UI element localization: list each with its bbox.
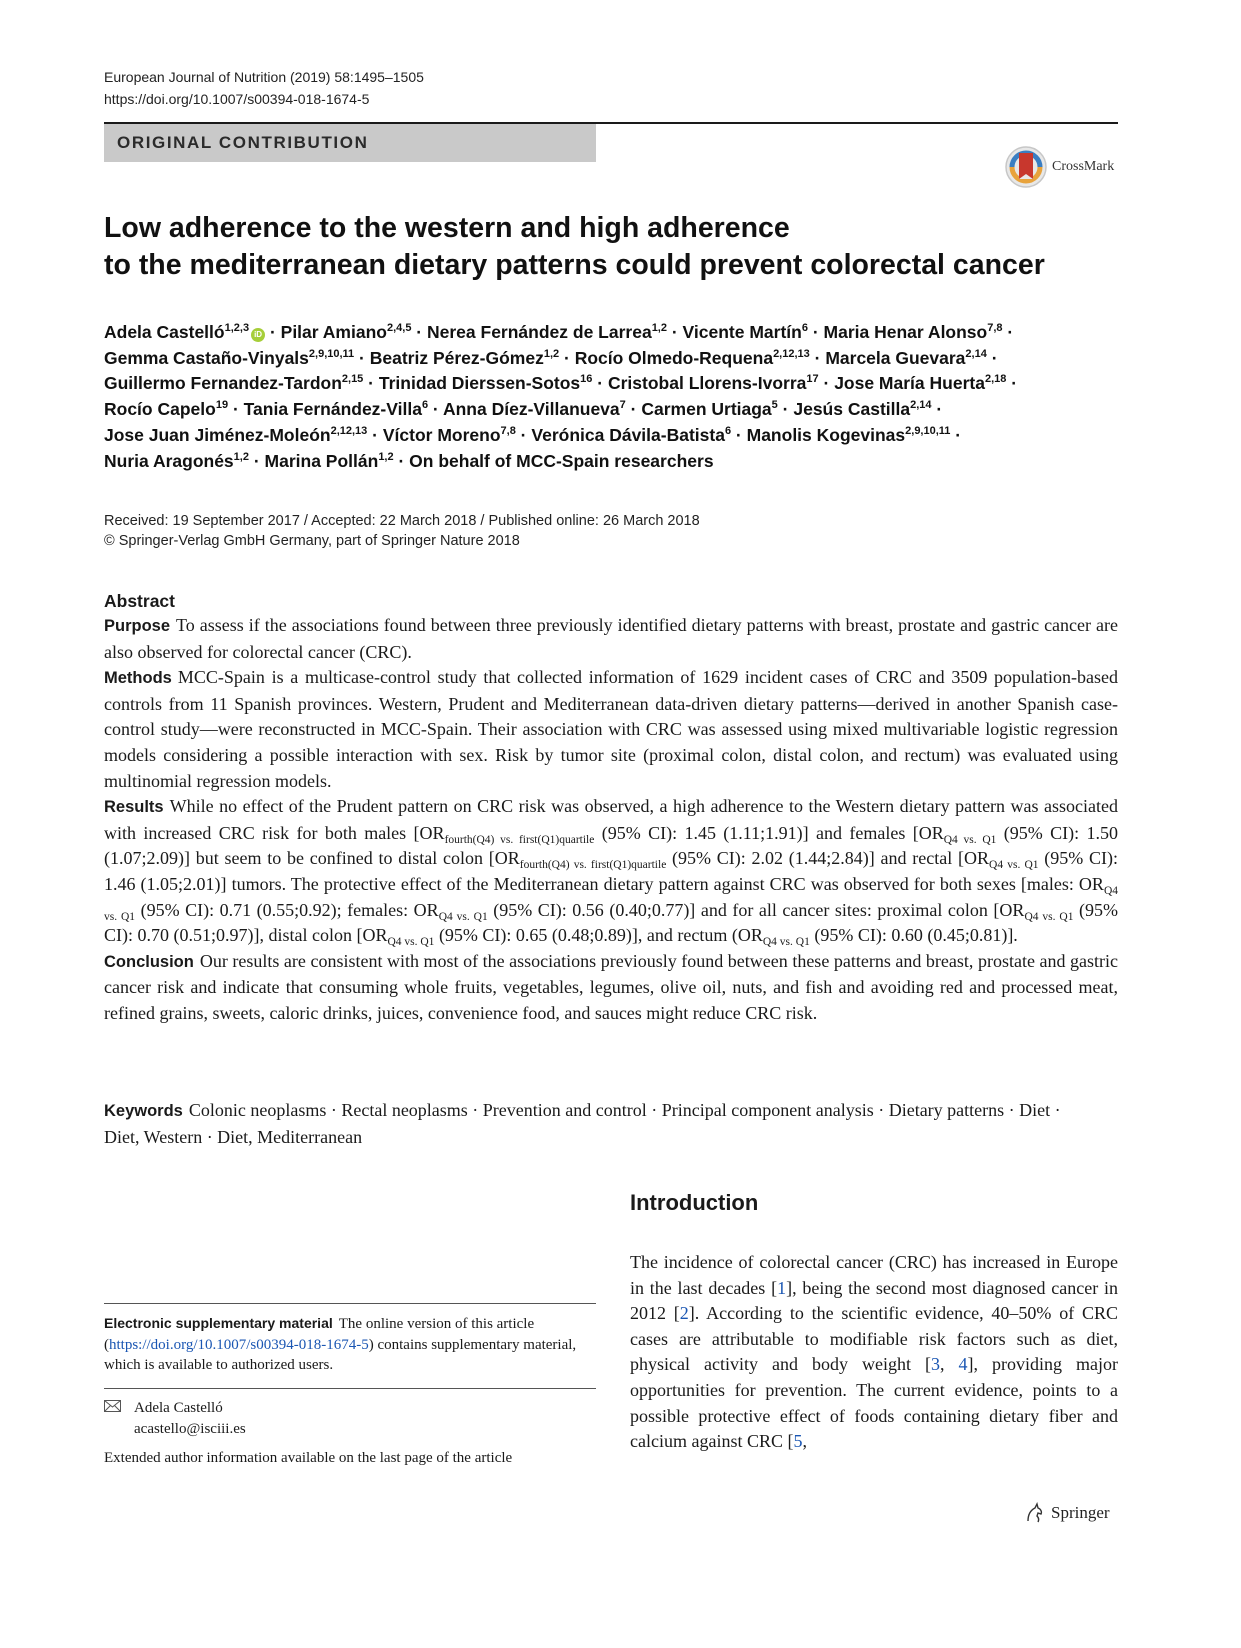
methods-text: MCC-Spain is a multicase-control study that collected information of 1629 incident cases of CRC and 3509 population-based controls from 11 Spanish provinces. Western, Prudent and Mediterranean data-driven dietary patterns—derived in another Spanish case-control study—were reconstructed in MCC-Spain. Their association with CRC was assessed using mixed multivariable logistic regression models considering a possible interaction with sex. Risk by tumor site (proximal colon, distal colon, and rectum) was evaluated using multinomial regression models.: [104, 667, 1118, 791]
springer-logo: [1024, 1502, 1110, 1524]
conclusion-label: Conclusion: [104, 952, 194, 971]
author-name: On behalf of MCC-Spain researchers: [409, 450, 714, 471]
esm-link[interactable]: https://doi.org/10.1007/s00394-018-1674-5: [109, 1336, 369, 1353]
section-label: ORIGINAL CONTRIBUTION: [117, 133, 369, 152]
results-subscript: fourth(Q4) vs. first(Q1)quartile: [519, 859, 667, 872]
envelope-icon: [104, 1398, 124, 1419]
intro-segment: ], providing major opportunities for prevention. The current evidence, points to a possible protective effect of foods containing dietary fiber and calcium against CRC [: [630, 1354, 1118, 1452]
title-line-1: Low adherence to the western and high adherence: [104, 212, 790, 244]
author-name: Verónica Dávila-Batista: [531, 424, 725, 445]
orcid-icon[interactable]: iD: [251, 328, 265, 342]
results-segment: (95% CI): 2.02 (1.44;2.84)] and rectal [OR: [666, 848, 990, 869]
author-affiliation: 1,2: [233, 450, 249, 463]
intro-segment: ,: [802, 1431, 807, 1452]
author-name: Rocío Olmedo-Requena: [574, 347, 774, 368]
crossmark-label: CrossMark: [1052, 159, 1115, 174]
esm-pre: The online version of this article (: [104, 1316, 535, 1353]
abstract-heading: Abstract: [104, 591, 175, 611]
author-affiliation: 1,2: [378, 450, 394, 463]
author-affiliation: 2,15: [341, 373, 364, 386]
author-name: Jose Juan Jiménez-Moleón: [104, 424, 331, 445]
author-name: Cristobal Llorens-Ivorra: [607, 373, 807, 394]
author-name: Jesús Castilla: [793, 399, 911, 420]
author-affiliation: 1,2,3: [224, 322, 250, 334]
introduction-heading: Introduction: [630, 1190, 759, 1215]
methods-label: Methods: [104, 669, 172, 688]
reference-link[interactable]: 2: [679, 1303, 689, 1324]
author-name: Marina Pollán: [264, 450, 379, 471]
publication-dates: [104, 511, 700, 551]
results-subscript: Q4 vs. Q1: [943, 833, 997, 846]
author-affiliation: 2,12,13: [773, 347, 810, 360]
springer-horse-icon: [1024, 1502, 1046, 1524]
author-affiliation: 1,2: [543, 347, 560, 360]
reference-link[interactable]: 4: [958, 1354, 968, 1375]
author-name: Marcela Guevara: [825, 347, 966, 368]
author-name: Vicente Martín: [682, 322, 802, 342]
author-name: Rocío Capelo: [104, 399, 216, 420]
author-affiliation: 2,4,5: [386, 322, 412, 334]
keywords-label: Keywords: [104, 1102, 183, 1120]
abstract-conclusion: [104, 949, 1118, 1027]
results-segment: (95% CI): 1.45 (1.11;1.91)] and females [OR: [594, 822, 944, 843]
author-affiliation: 2,9,10,11: [905, 424, 951, 437]
author-name: Anna Díez-Villanueva: [442, 399, 620, 420]
journal-citation: European Journal of Nutrition (2019) 58:1495–1505: [104, 69, 424, 85]
results-subscript: Q4 vs. Q1: [1024, 910, 1074, 923]
footnote-rule-2: [104, 1388, 596, 1389]
corresponding-author: [104, 1398, 246, 1440]
results-label: Results: [104, 798, 164, 817]
author-affiliation: 19: [215, 399, 229, 412]
results-segment: (95% CI): 0.71 (0.55;0.92); females: OR: [135, 899, 439, 920]
intro-segment: The incidence of colorectal cancer (CRC) has increased in Europe in the last decades [: [630, 1252, 1118, 1298]
extended-info: Extended author information available on the last page of the article: [104, 1450, 513, 1466]
footnote-rule: [104, 1303, 596, 1304]
author-name: Nerea Fernández de Larrea: [427, 322, 652, 342]
copyright: © Springer-Verlag GmbH Germany, part of Springer Nature 2018: [104, 533, 520, 549]
author-name: Trinidad Dierssen-Sotos: [378, 373, 581, 394]
results-segment: (95% CI): 0.70 (0.51;0.97)], distal colon [OR: [104, 899, 1118, 946]
author-affiliation: 7,8: [987, 322, 1003, 334]
results-subscript: Q4 vs. Q1: [104, 884, 1118, 923]
abstract: [104, 589, 1118, 1027]
results-segment: (95% CI): 1.50 (1.07;2.09)] but seem to be confined to distal colon [OR: [104, 822, 1119, 869]
abstract-purpose: [104, 613, 1118, 665]
author-affiliation: 2,14: [910, 399, 932, 412]
keywords: [104, 1098, 1064, 1150]
intro-segment: ], being the second most diagnosed cancer in 2012 [: [630, 1277, 1118, 1324]
results-segment: (95% CI): 0.65 (0.48;0.89)], and rectum (OR: [434, 925, 763, 946]
abstract-results: [104, 794, 1118, 949]
results-subscript: Q4 vs. Q1: [438, 910, 488, 923]
results-segment: (95% CI): 1.46 (1.05;2.01)] tumors. The protective effect of the Mediterranean dietary pattern against CRC was observed for both sexes [males: OR: [104, 848, 1119, 894]
esm-label: Electronic supplementary material: [104, 1315, 333, 1331]
author-affiliation: 2,9,10,11: [308, 347, 355, 360]
history-dates: Received: 19 September 2017 / Accepted: 22 March 2018 / Published online: 26 March 2018: [104, 513, 700, 529]
publisher-name: Springer: [1051, 1503, 1110, 1522]
esm-post: ) contains supplementary material, which is available to authorized users.: [104, 1336, 577, 1373]
author-name: Adela Castelló: [104, 322, 225, 342]
results-subscript: Q4 vs. Q1: [762, 936, 810, 949]
author-affiliation: 16: [580, 373, 593, 386]
conclusion-text: Our results are consistent with most of the associations previously found between these patterns and breast, prostate and gastric cancer risk and indicate that consuming whole fruits, vegetables, legumes, olive oil, nuts, and fish and avoiding red and processed meat, refined grains, sweets, caloric drinks, juices, convenience food, and sauces might reduce CRC risk.: [104, 950, 1118, 1023]
author-affiliation: 6: [801, 322, 808, 334]
article-title: [104, 210, 1104, 284]
crossmark-badge[interactable]: [1004, 145, 1114, 189]
title-line-2: to the mediterranean dietary patterns could prevent colorectal cancer: [104, 249, 1045, 281]
results-subscript: Q4 vs. Q1: [387, 936, 435, 949]
author-affiliation: 7: [619, 399, 626, 412]
author-name: Manolis Kogevinas: [746, 424, 906, 445]
author-name: Guillermo Fernandez-Tardon: [104, 373, 342, 394]
journal-header: [104, 66, 424, 110]
intro-segment: ,: [939, 1354, 959, 1375]
corr-name: Adela Castelló: [134, 1400, 223, 1416]
results-segment: (95% CI): 0.60 (0.45;0.81)].: [809, 925, 1018, 946]
journal-doi[interactable]: https://doi.org/10.1007/s00394-018-1674-5: [104, 91, 370, 107]
purpose-text: To assess if the associations found between three previously identified dietary patterns with breast, prostate and gastric cancer are also observed for colorectal cancer (CRC).: [104, 615, 1118, 662]
crossmark-icon: [1004, 145, 1048, 189]
author-name: Carmen Urtiaga: [641, 399, 772, 420]
keywords-text: Colonic neoplasms · Rectal neoplasms · Prevention and control · Principal component analysis · Dietary patterns · Diet · Diet, Western · Diet, Mediterranean: [104, 1100, 1061, 1147]
author-affiliation: 6: [421, 399, 429, 412]
author-name: Pilar Amiano: [280, 322, 387, 342]
intro-segment: ]. According to the scientific evidence, 40–50% of CRC cases are attributable to modifiable risk factors such as diet, physical activity and body weight [: [630, 1303, 1119, 1375]
author-name: Gemma Castaño-Vinyals: [104, 347, 309, 368]
author-affiliation: 2,12,13: [330, 424, 368, 437]
author-affiliation: 6: [724, 424, 732, 437]
results-subscript: Q4 vs. Q1: [989, 859, 1039, 872]
author-name: Tania Fernández-Villa: [243, 399, 422, 420]
results-subscript: fourth(Q4) vs. first(Q1)quartile: [444, 833, 595, 846]
author-affiliation: 2,18: [984, 373, 1007, 386]
author-affiliation: 2,14: [965, 347, 987, 360]
author-list: Adela Castelló$^{1,2,3}$iD · Pilar Amiano$^{2,4,5}$ · Nerea Fernández de Larrea$^{1,2}$ · Vicente Martín$^6$ · Maria Henar Alonso$^{7,8}$ · Gemma Castaño-Vinyals$^{2,9,10,11}$ · Beatriz Pérez-Gómez$^{1,2}$ · Rocío Olmedo-Requena$^{2,12,13}$ · Marcela Guevara$^{2,14}$ · Guillermo Fernandez-Tardon$^{2,15}$ · Trinidad Dierssen-Sotos$^{16}$ · Cristobal Llorens-Ivorra$^{17}$ · Jose María Huerta$^{2,18}$ · Rocío Capelo$^{19}$ · Tania Fernández-Villa$^6$ · Anna Díez-Villanueva$^7$ · Carmen Urtiaga$^5$ · Jesús Castilla$^{2,14}$ · Jose Juan Jiménez-Moleón$^{2,12,13}$ · Víctor Moreno$^{7,8}$ · Verónica Dávila-Batista$^6$ · Manolis Kogevinas$^{2,9,10,11}$ · Nuria Aragonés$^{1,2}$ · Marina Pollán$^{1,2}$ · On behalf of MCC-Spain researchers: [104, 322, 1018, 471]
introduction-text: [630, 1250, 1118, 1455]
purpose-label: Purpose: [104, 617, 171, 635]
author-name: Beatriz Pérez-Gómez: [369, 347, 544, 368]
author-affiliation: 17: [806, 373, 819, 386]
results-segment: While no effect of the Prudent pattern on CRC risk was observed, a high adherence to the Western dietary pattern was associated with increased CRC risk for both males [OR: [104, 796, 1118, 843]
reference-link[interactable]: 3: [930, 1354, 940, 1375]
abstract-methods: [104, 665, 1118, 794]
author-name: Víctor Moreno: [382, 424, 501, 445]
author-affiliation: 5: [771, 399, 778, 412]
reference-link[interactable]: 5: [793, 1431, 803, 1452]
reference-link[interactable]: 1: [777, 1277, 787, 1298]
author-name: Jose María Huerta: [834, 373, 985, 394]
author-name: Nuria Aragonés: [104, 450, 234, 471]
results-text: [104, 796, 1119, 949]
section-banner: [104, 124, 596, 162]
author-name: Maria Henar Alonso: [823, 322, 988, 342]
supplementary-note: [104, 1313, 596, 1376]
corr-email[interactable]: acastello@isciii.es: [134, 1421, 246, 1437]
results-segment: (95% CI): 0.56 (0.40;0.77)] and for all cancer sites: proximal colon [OR: [487, 899, 1025, 920]
author-affiliation: 7,8: [500, 424, 516, 437]
author-affiliation: 1,2: [651, 322, 667, 334]
